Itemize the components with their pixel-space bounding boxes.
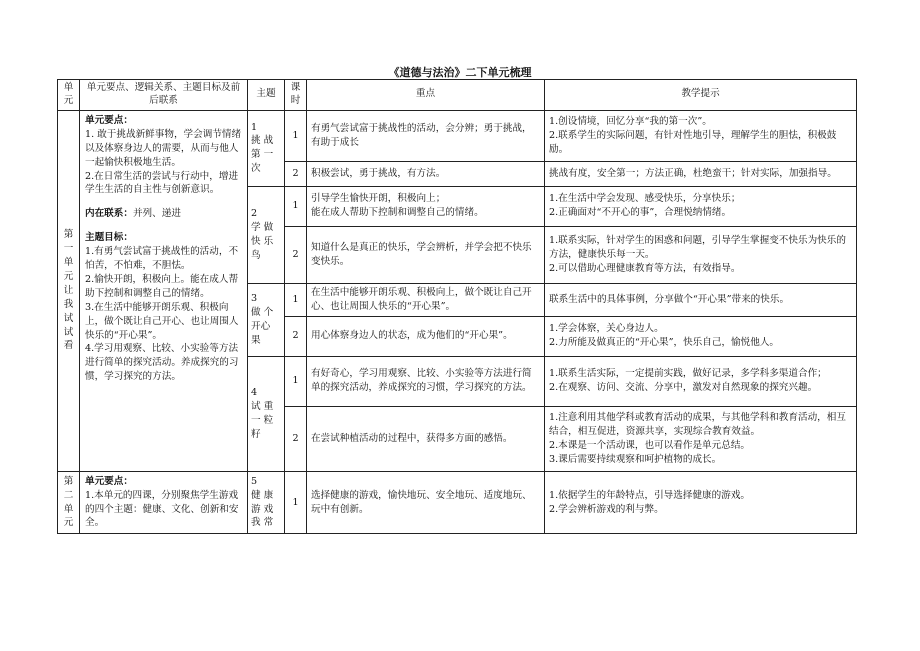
summary-line: 1.本单元的四课，分别聚焦学生游戏的四个主题：健康、文化、创新和安全。 [85, 489, 239, 529]
unit-label-char: 我 [63, 298, 74, 310]
focus-cell [307, 471, 545, 534]
focus-line: 有勇气尝试富于挑战性的活动，会分辨；勇于挑战，有助于成长 [311, 122, 532, 148]
header-period: 课时 [285, 80, 307, 111]
focus-cell [307, 226, 545, 283]
unit-label-char: 试 [63, 326, 74, 338]
topic-label-line: 健 康 [251, 489, 274, 501]
summary-line: 3.在生活中能够开朗乐观、积极向上，做个既让自己开心、也让周围人快乐的“开心果”。 [85, 301, 239, 341]
table-row [58, 471, 857, 534]
focus-line: 能在成人帮助下控制和调整自己的情绪。 [311, 207, 484, 219]
period-cell: 2 [285, 316, 307, 356]
summary-line: 2.在日常生活的尝试与行动中，增进学生生活的自主性与创新意识。 [85, 170, 239, 196]
summary-heading: 单元要点： [85, 114, 133, 126]
tips-line: 2.可以借助心理健康教育等方法，有效指导。 [549, 262, 741, 274]
tips-cell [545, 186, 857, 226]
unit-plan-table [57, 79, 857, 534]
tips-line: 1.注意利用其他学科或教育活动的成果，与其他学科和教育活动，相互结合，相互促进，资源共享，实现综合教育效益。 [549, 411, 846, 437]
tips-line: 1.依据学生的年龄特点，引导选择健康的游戏。 [549, 489, 751, 501]
topic-label [248, 283, 285, 356]
topic-label [248, 110, 285, 186]
summary-line: 1. 敢于挑战新鲜事物，学会调节情绪以及体察身边人的需要，从而与他人一起愉快积极地生活。 [85, 128, 242, 168]
period-cell: 2 [285, 226, 307, 283]
focus-cell [307, 406, 545, 471]
period-cell: 1 [285, 356, 307, 406]
summary-line: 1.有勇气尝试富于挑战性的活动，不怕苦，不怕难，不胆怯。 [85, 246, 239, 272]
focus-cell [307, 283, 545, 316]
table-row [58, 110, 857, 161]
topic-label-line: 次 [251, 163, 261, 175]
unit-label [58, 471, 80, 534]
unit-label-char: 第 [63, 475, 74, 487]
header-unit: 单元 [58, 80, 80, 111]
focus-line: 知道什么是真正的快乐，学会辨析，并学会把不快乐变快乐。 [311, 241, 532, 267]
tips-line: 挑战有度，安全第一；方法正确，杜绝蛮干；针对实际，加强指导。 [549, 167, 837, 179]
topic-label-line: 我 常 [251, 517, 274, 529]
topic-label-line: 籽 [251, 428, 261, 440]
tips-line: 1.创设情境，回忆分享“我的第一次”。 [549, 116, 712, 128]
topic-label-line: 做 个 [251, 306, 274, 318]
focus-line: 积极尝试，勇于挑战，有方法。 [311, 167, 446, 179]
tips-line: 2.本课是一个活动课，也可以看作是单元总结。 [549, 439, 751, 451]
summary-block [85, 475, 242, 531]
topic-label [248, 356, 285, 471]
tips-cell [545, 283, 857, 316]
tips-line: 1.学会体察，关心身边人。 [549, 323, 664, 335]
topic-label-line: 果 [251, 334, 261, 346]
period-cell: 1 [285, 283, 307, 316]
summary-block [85, 231, 242, 384]
topic-label-line: 2 [251, 208, 258, 220]
header-focus: 重点 [307, 80, 545, 111]
topic-label-line: 一 粒 [251, 414, 274, 426]
unit-summary [80, 110, 248, 471]
topic-label-line: 3 [251, 292, 258, 304]
focus-cell [307, 110, 545, 161]
focus-line: 有好奇心，学习用观察、比较、小实验等方法进行简单的探究活动，养成探究的习惯，学习探究的方法。 [311, 368, 532, 394]
tips-line: 2.正确面对“不开心的事”，合理悦纳情绪。 [549, 207, 732, 219]
tips-line: 1.在生活中学会发现、感受快乐，分享快乐； [549, 193, 741, 205]
period-cell: 1 [285, 471, 307, 534]
focus-cell [307, 186, 545, 226]
focus-cell [307, 316, 545, 356]
topic-label-line: 试 重 [251, 400, 274, 412]
unit-label-char: 看 [63, 340, 74, 352]
document-title: 《道德与法治》二下单元梳理 [388, 66, 532, 79]
summary-heading: 单元要点： [85, 475, 133, 487]
focus-line: 在生活中能够开朗乐观、积极向上，做个既让自己开心、也让周围人快乐的“开心果”。 [311, 286, 532, 312]
topic-label-line: 4 [251, 386, 258, 398]
tips-line: 1.联系实际，针对学生的困惑和问题，引导学生掌握变不快乐为快乐的方法，健康快乐每一天。 [549, 235, 846, 260]
tips-cell [545, 356, 857, 406]
tips-line: 1.联系生活实际，一定提前实践，做好记录，多学科多渠道合作； [549, 368, 827, 380]
topic-label-line: 1 [251, 121, 258, 133]
topic-label [248, 471, 285, 534]
tips-line: 联系生活中的具体事例，分享做个“开心果”带来的快乐。 [549, 293, 790, 305]
focus-line: 用心体察身边人的状态，成为他们的“开心果”。 [311, 330, 513, 342]
focus-line: 选择健康的游戏，愉快地玩、安全地玩、适度地玩、玩中有创新。 [311, 489, 532, 515]
tips-cell [545, 161, 857, 186]
summary-block [85, 207, 242, 221]
tips-cell [545, 226, 857, 283]
unit-label-char: 让 [63, 284, 74, 296]
tips-line: 2.联系学生的实际问题，有针对性地引导，理解学生的胆怯，积极鼓励。 [549, 129, 837, 155]
topic-label-line: 快 乐 [251, 235, 274, 247]
unit-label-char: 单 [63, 257, 74, 269]
summary-line: 2.愉快开朗，积极向上。能在成人帮助下控制和调整自己的情绪。 [85, 273, 239, 299]
header-tips: 教学提示 [545, 80, 857, 111]
tips-line: 2.力所能及做真正的“开心果”，快乐自己，愉悦他人。 [549, 337, 780, 349]
topic-label [248, 186, 285, 283]
unit-label-char: 一 [63, 243, 74, 255]
summary-inline: 并列、递进 [132, 208, 181, 220]
focus-cell [307, 161, 545, 186]
focus-cell [307, 356, 545, 406]
summary-block [85, 114, 242, 197]
summary-heading: 内在联系： [85, 208, 133, 220]
focus-line: 在尝试种植活动的过程中，获得多方面的感悟。 [311, 432, 513, 444]
unit-label-char: 单 [63, 503, 74, 515]
tips-cell [545, 316, 857, 356]
period-cell: 1 [285, 110, 307, 161]
unit-label-char: 元 [63, 517, 74, 529]
focus-line: 引导学生愉快开朗，积极向上； [311, 193, 446, 205]
unit-label [58, 110, 80, 471]
tips-line: 2.学会辨析游戏的利与弊。 [549, 503, 664, 515]
header-summary: 单元要点、逻辑关系、主题目标及前后联系 [80, 80, 248, 111]
period-cell: 2 [285, 161, 307, 186]
unit-label-char: 元 [63, 270, 74, 282]
topic-label-line: 鸟 [251, 249, 261, 261]
topic-label-line: 学 做 [251, 221, 274, 233]
unit-summary [80, 471, 248, 534]
summary-heading: 主题目标： [85, 232, 133, 244]
tips-cell [545, 406, 857, 471]
summary-line: 4.学习用观察、比较、小实验等方法进行简单的探究活动。养成探究的习惯，学习探究的方法。 [85, 343, 239, 383]
tips-cell [545, 110, 857, 161]
topic-label-line: 第 一 [251, 149, 274, 161]
period-cell: 1 [285, 186, 307, 226]
topic-label-line: 开心 [251, 320, 271, 332]
tips-line: 2.在观察、访问、交流、分享中，激发对自然现象的探究兴趣。 [549, 382, 818, 394]
topic-label-line: 游 戏 [251, 503, 274, 515]
tips-cell [545, 471, 857, 534]
unit-label-char: 第 [63, 229, 74, 241]
header-topic: 主题 [248, 80, 285, 111]
topic-label-line: 5 [251, 475, 258, 487]
period-cell: 2 [285, 406, 307, 471]
unit-label-char: 试 [63, 312, 74, 324]
topic-label-line: 挑 战 [251, 135, 274, 147]
tips-line: 3.课后需要持续观察和呵护植物的成长。 [549, 453, 722, 465]
unit-label-char: 二 [63, 489, 74, 501]
